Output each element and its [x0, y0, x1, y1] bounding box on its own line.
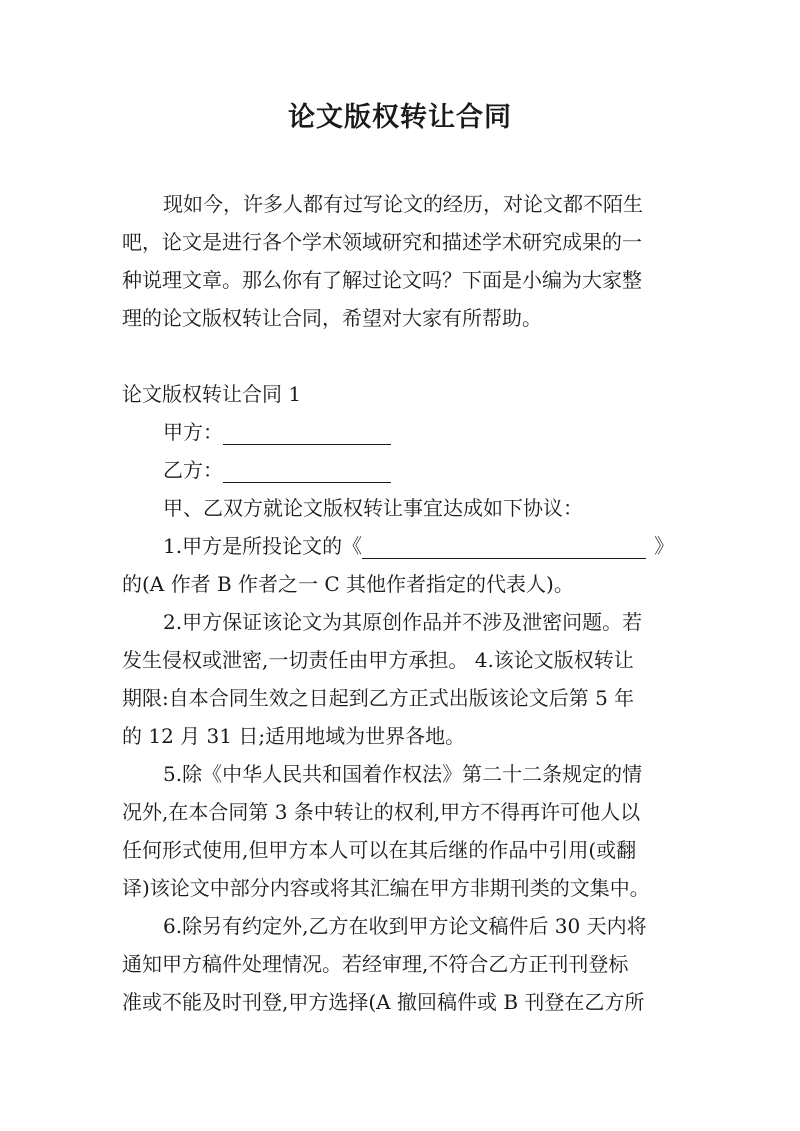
clause-line: 6.除另有约定外,乙方在收到甲方论文稿件后 30 天内将: [163, 914, 647, 938]
clause-1-line: [163, 528, 683, 564]
contract-heading: 论文版权转让合同 1: [122, 382, 302, 406]
clause-line: 的 12 月 31 日;适用地域为世界各地。: [122, 724, 466, 748]
clause-line: 况外,在本合同第 3 条中转让的权利,甲方不得再许可他人以: [122, 800, 641, 824]
clause-line: 期限:自本合同生效之日起到乙方正式出版该论文后第 5 年: [122, 686, 635, 710]
party-a-blank: [223, 420, 391, 445]
clause-line: 5.除《中华人民共和国着作权法》第二十二条规定的情: [163, 762, 643, 786]
intro-line: 吧，论文是进行各个学术领域研究和描述学术研究成果的一: [122, 230, 642, 254]
clause-line: 任何形式使用,但甲方本人可以在其后继的作品中引用(或翻: [122, 838, 637, 862]
intro-line: 现如今，许多人都有过写论文的经历，对论文都不陌生: [163, 192, 643, 216]
party-a-label: 甲方：: [163, 420, 223, 444]
intro-line: 理的论文版权转让合同，希望对大家有所帮助。: [122, 306, 542, 330]
party-b-label: 乙方：: [163, 458, 223, 482]
clause-line: 发生侵权或泄密,一切责任由甲方承担。 4.该论文版权转让: [122, 648, 634, 672]
party-a-line: [163, 414, 683, 450]
intro-line: 种说理文章。那么你有了解过论文吗？下面是小编为大家整: [122, 268, 642, 292]
clause-1-end: 》: [654, 534, 675, 558]
party-b-line: [163, 452, 683, 488]
paper-title-blank: [362, 534, 646, 559]
clause-line: 的(A 作者 B 作者之一 C 其他作者指定的代表人)。: [122, 572, 574, 596]
clause-line: 准或不能及时刊登,甲方选择(A 撤回稿件或 B 刊登在乙方所: [122, 990, 645, 1014]
document-title: 论文版权转让合同: [288, 102, 512, 133]
clause-line: 通知甲方稿件处理情况。若经审理,不符合乙方正刊刊登标: [122, 952, 629, 976]
agreement-line: 甲、乙双方就论文版权转让事宜达成如下协议：: [163, 496, 583, 520]
clause-line: 2.甲方保证该论文为其原创作品并不涉及泄密问题。若: [163, 610, 643, 634]
clause-1-start: 1.甲方是所投论文的《: [163, 534, 363, 558]
clause-line: 译)该论文中部分内容或将其汇编在甲方非期刊类的文集中。: [122, 876, 650, 900]
party-b-blank: [223, 458, 391, 483]
